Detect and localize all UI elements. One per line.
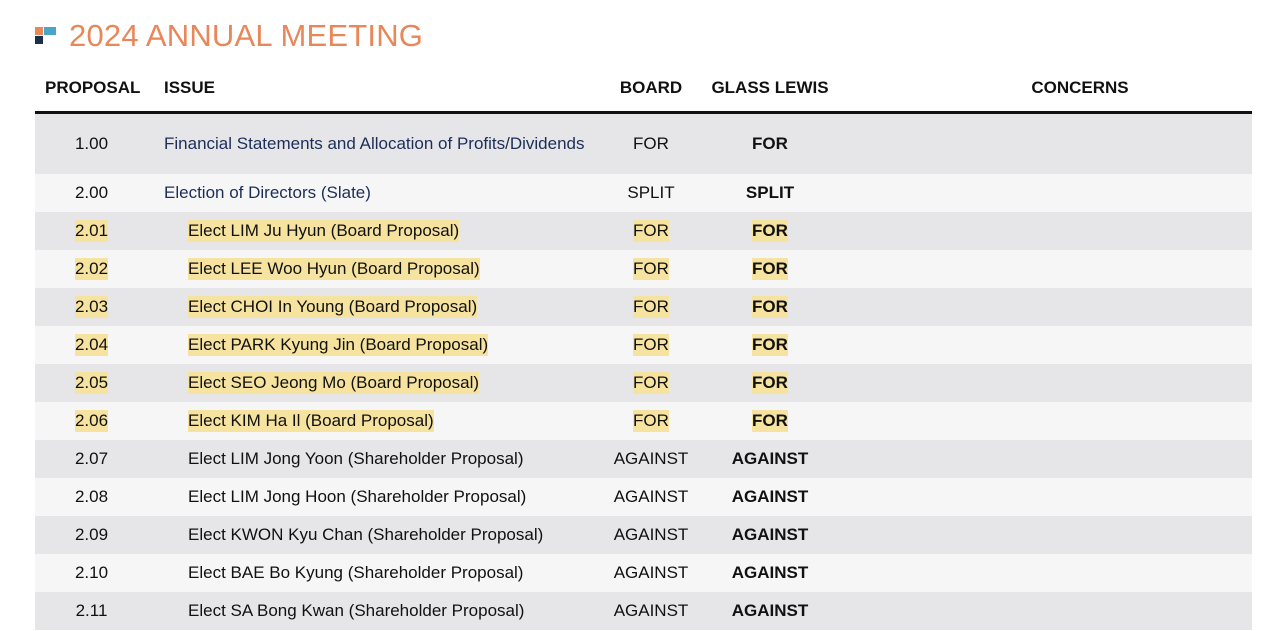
issue-text: Elect SA Bong Kwan (Shareholder Proposal): [188, 601, 525, 620]
glass-lewis-vote: FOR: [752, 134, 788, 153]
issue-text: Elect BAE Bo Kyung (Shareholder Proposal): [188, 563, 524, 582]
column-header-concerns: CONCERNS: [1031, 78, 1129, 97]
table-row: [35, 440, 1252, 478]
table-row: [35, 288, 1252, 326]
glass-lewis-vote: AGAINST: [731, 487, 809, 506]
proposal-number: 2.11: [75, 601, 108, 620]
table-row: [35, 592, 1252, 630]
proposal-number: 2.02: [74, 259, 109, 278]
table-header: [35, 66, 1252, 114]
proposal-number: 2.09: [74, 525, 109, 544]
glass-lewis-vote: FOR: [752, 373, 788, 392]
table-row: [35, 364, 1252, 402]
table-row: [35, 326, 1252, 364]
board-vote: AGAINST: [613, 449, 689, 468]
issue-text: Financial Statements and Allocation of Profits/Dividends: [164, 134, 585, 153]
proposal-number: 2.06: [74, 411, 109, 430]
glass-lewis-vote: AGAINST: [731, 525, 809, 544]
proposal-number: 2.03: [74, 297, 109, 316]
board-vote: FOR: [633, 335, 669, 354]
column-header-issue: ISSUE: [164, 78, 216, 97]
table-row: [35, 478, 1252, 516]
board-vote: FOR: [633, 373, 669, 392]
proposal-number: 2.07: [74, 449, 109, 468]
proposal-number: 2.10: [74, 563, 109, 582]
column-header-glass-lewis: GLASS LEWIS: [711, 78, 829, 97]
proposal-number: 2.08: [74, 487, 109, 506]
issue-text: Elect LIM Jong Yoon (Shareholder Proposal): [188, 449, 524, 468]
glass-lewis-vote: FOR: [752, 335, 788, 354]
glass-lewis-vote: FOR: [752, 259, 788, 278]
table-row: [35, 212, 1252, 250]
board-vote: FOR: [633, 134, 669, 153]
board-vote: FOR: [633, 259, 669, 278]
proposal-number: 2.05: [74, 373, 109, 392]
glass-lewis-vote: FOR: [752, 411, 788, 430]
issue-text: Elect SEO Jeong Mo (Board Proposal): [188, 373, 480, 392]
board-vote: FOR: [633, 411, 669, 430]
header: [35, 14, 423, 58]
board-vote: AGAINST: [613, 487, 689, 506]
issue-text: Elect CHOI In Young (Board Proposal): [188, 297, 478, 316]
table-row: [35, 554, 1252, 592]
table-row: [35, 402, 1252, 440]
proposals-table: [35, 66, 1252, 630]
table-row: [35, 516, 1252, 554]
board-vote: FOR: [633, 221, 669, 240]
table-row: [35, 114, 1252, 174]
glass-lewis-vote: AGAINST: [731, 601, 809, 620]
column-header-proposal: PROPOSAL: [45, 78, 141, 97]
squares-logo-icon: [35, 27, 57, 45]
glass-lewis-vote: SPLIT: [745, 183, 795, 202]
board-vote: SPLIT: [627, 183, 675, 202]
board-vote: AGAINST: [613, 525, 689, 544]
glass-lewis-vote: FOR: [752, 221, 788, 240]
proposal-number: 2.01: [74, 221, 109, 240]
issue-text: Elect PARK Kyung Jin (Board Proposal): [188, 335, 489, 354]
page-title: 2024 ANNUAL MEETING: [69, 18, 424, 53]
table-row: [35, 174, 1252, 212]
board-vote: FOR: [633, 297, 669, 316]
proposal-number: 2.00: [74, 183, 109, 202]
issue-text: Elect KWON Kyu Chan (Shareholder Proposal): [188, 525, 544, 544]
proposal-number: 1.00: [74, 134, 109, 153]
glass-lewis-vote: AGAINST: [731, 563, 809, 582]
issue-text: Elect LEE Woo Hyun (Board Proposal): [188, 259, 480, 278]
issue-text: Elect LIM Jong Hoon (Shareholder Proposal): [188, 487, 527, 506]
board-vote: AGAINST: [613, 601, 689, 620]
glass-lewis-vote: FOR: [752, 297, 788, 316]
proposal-number: 2.04: [74, 335, 109, 354]
glass-lewis-vote: AGAINST: [731, 449, 809, 468]
issue-text: Election of Directors (Slate): [164, 183, 371, 202]
column-header-board: BOARD: [619, 78, 683, 97]
issue-text: Elect KIM Ha Il (Board Proposal): [188, 411, 434, 430]
board-vote: AGAINST: [613, 563, 689, 582]
table-row: [35, 250, 1252, 288]
issue-text: Elect LIM Ju Hyun (Board Proposal): [188, 221, 460, 240]
